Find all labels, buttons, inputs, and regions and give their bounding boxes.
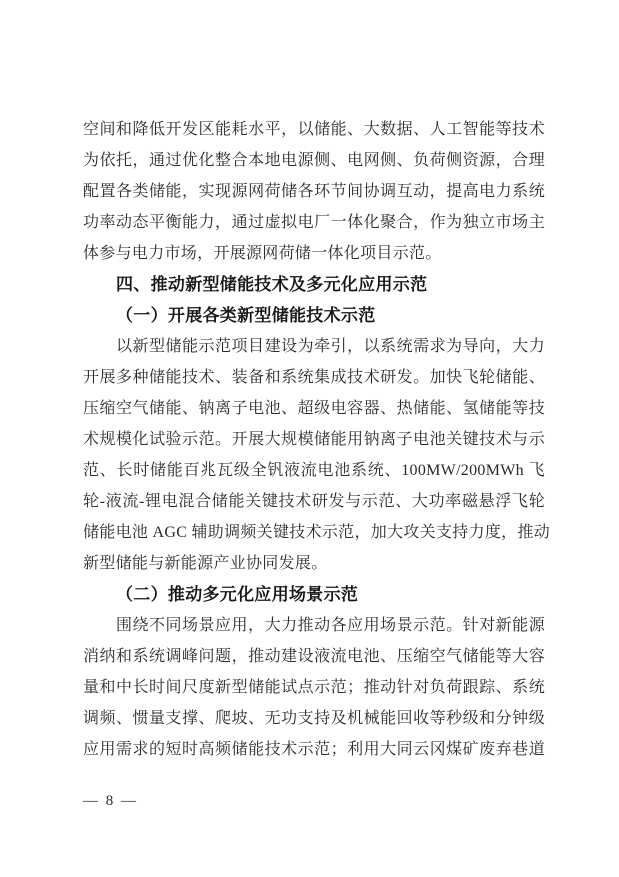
body-line: 功率动态平衡能力，通过虚拟电厂一体化聚合，作为独立市场主 bbox=[83, 214, 545, 231]
subsection-heading-1: （一）开展各类新型储能技术示范 bbox=[116, 306, 376, 325]
section-heading: 四、推动新型储能技术及多元化应用示范 bbox=[116, 275, 428, 294]
document-body bbox=[83, 114, 551, 765]
body-line: 压缩空气储能、钠离子电池、超级电容器、热储能、氢储能等技 bbox=[83, 400, 545, 417]
subsection-heading-2: （二）推动多元化应用场景示范 bbox=[116, 585, 359, 604]
body-line: 调频、惯量支撑、爬坡、无功支持及机械能回收等秒级和分钟级 bbox=[83, 710, 545, 727]
body-line: 为依托，通过优化整合本地电源侧、电网侧、负荷侧资源，合理 bbox=[83, 152, 545, 169]
body-line: 体参与电力市场，开展源网荷储一体化项目示范。 bbox=[83, 245, 442, 262]
body-line: 量和中长时间尺度新型储能试点示范；推动针对负荷跟踪、系统 bbox=[83, 679, 545, 696]
body-line: 范、长时储能百兆瓦级全钒液流电池系统、100MW/200MWh 飞 bbox=[83, 462, 545, 479]
body-line: 轮-液流-锂电混合储能关键技术研发与示范、大功率磁悬浮飞轮 bbox=[83, 493, 545, 510]
body-line: 储能电池 AGC 辅助调频关键技术示范，加大攻关支持力度，推动 bbox=[83, 524, 551, 541]
body-line: 开展多种储能技术、装备和系统集成技术研发。加快飞轮储能、 bbox=[83, 369, 545, 386]
body-line: 配置各类储能，实现源网荷储各环节间协调互动，提高电力系统 bbox=[83, 183, 545, 200]
body-line: 应用需求的短时高频储能技术示范；利用大同云冈煤矿废弃巷道 bbox=[83, 741, 545, 758]
body-line: 空间和降低开发区能耗水平，以储能、大数据、人工智能等技术 bbox=[83, 121, 545, 138]
body-line: 术规模化试验示范。开展大规模储能用钠离子电池关键技术与示 bbox=[83, 431, 545, 448]
page-footer bbox=[83, 793, 138, 810]
body-line: 新型储能与新能源产业协同发展。 bbox=[83, 555, 328, 572]
page-number: — 8 — bbox=[83, 793, 138, 809]
body-line: 以新型储能示范项目建设为牵引，以系统需求为导向，大力 bbox=[116, 338, 545, 355]
body-line: 围绕不同场景应用，大力推动各应用场景示范。针对新能源 bbox=[116, 617, 545, 634]
body-line: 消纳和系统调峰问题，推动建设液流电池、压缩空气储能等大容 bbox=[83, 648, 545, 665]
